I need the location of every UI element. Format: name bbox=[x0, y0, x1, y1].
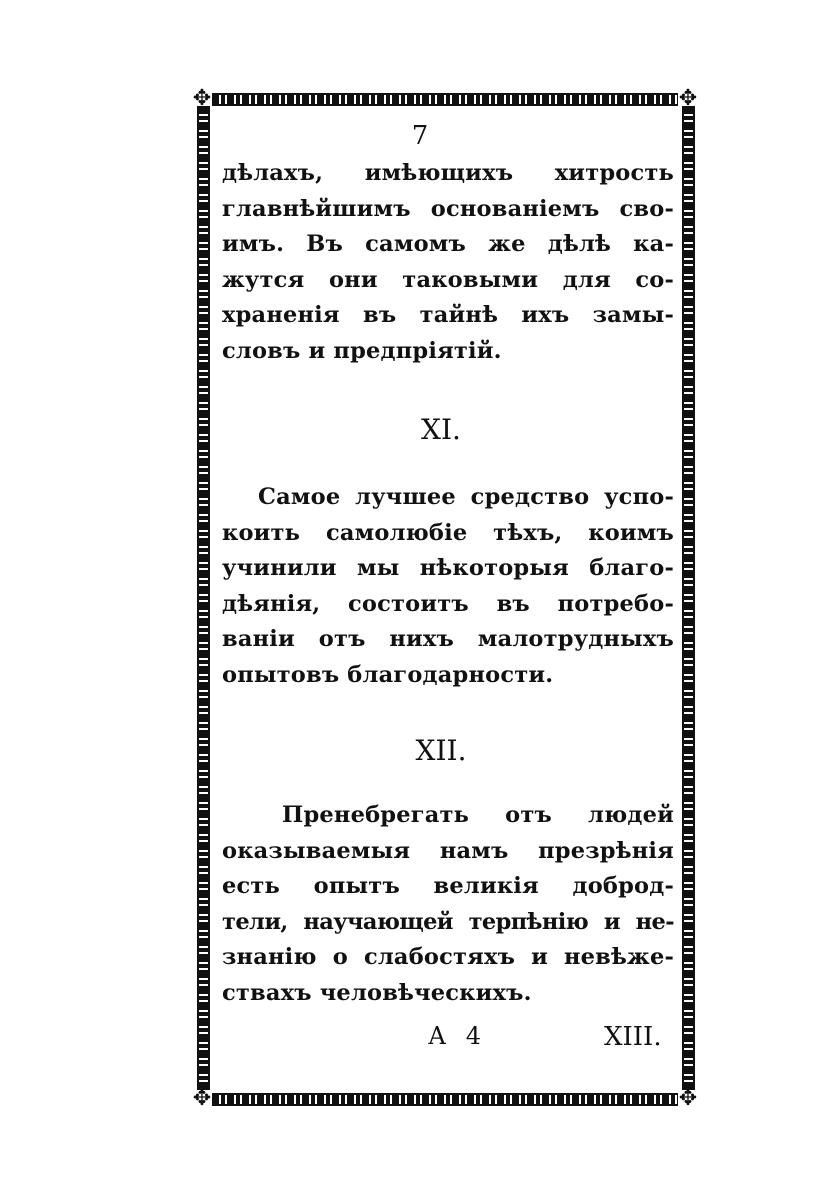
fleuron-bottom-right-icon: ✥ bbox=[678, 1086, 698, 1111]
text-line: словъ и предпріятій. bbox=[222, 337, 502, 364]
section-heading-xi: XI. bbox=[421, 413, 461, 446]
text-line: дѣлахъ, имѣющихъ хитрость bbox=[222, 160, 674, 186]
text-line: Самое лучшее средство успо- bbox=[258, 484, 674, 510]
fleuron-top-left-icon: ✥ bbox=[192, 86, 212, 111]
frame-top-border bbox=[212, 93, 678, 106]
paragraph-maxim-xi bbox=[222, 480, 674, 693]
frame-right-border bbox=[682, 106, 695, 1090]
text-line: учинили мы нѣкоторыя благо- bbox=[222, 555, 674, 581]
text-line: есть опытъ великія доброд- bbox=[222, 873, 674, 899]
page-number: 7 bbox=[411, 121, 429, 151]
text-line: главнѣйшимъ основаніемъ сво- bbox=[222, 195, 674, 222]
text-line: дѣянія, состоитъ въ потребо- bbox=[222, 590, 674, 617]
paragraph-continuation bbox=[222, 156, 674, 369]
text-line: опытовъ благодарности. bbox=[222, 661, 554, 688]
signature-mark: А 4 bbox=[428, 1022, 488, 1050]
frame-bottom-border bbox=[212, 1093, 678, 1106]
text-line: храненія въ тайнѣ ихъ замы- bbox=[222, 302, 674, 328]
text-line: ствахъ человѣческихъ. bbox=[222, 979, 532, 1006]
text-line: имъ. Въ самомъ же дѣлѣ ка- bbox=[222, 231, 674, 257]
text-line: оказываемыя намъ презрѣнія bbox=[222, 837, 674, 864]
text-line: коить самолюбіе тѣхъ, коимъ bbox=[222, 519, 674, 546]
text-line: жутся они таковыми для со- bbox=[222, 266, 674, 293]
frame-left-border bbox=[197, 106, 210, 1090]
text-line: знанію о слабостяхъ и невѣже- bbox=[222, 944, 674, 970]
text-line: Пренебрегать отъ людей bbox=[282, 802, 674, 828]
catchword: XIII. bbox=[604, 1022, 662, 1052]
fleuron-bottom-left-icon: ✥ bbox=[192, 1086, 212, 1111]
fleuron-top-right-icon: ✥ bbox=[678, 86, 698, 111]
text-line: ваніи отъ нихъ малотрудныхъ bbox=[222, 626, 674, 652]
section-heading-xii: XII. bbox=[415, 734, 467, 767]
text-line: тели, научающей терпѣнію и не- bbox=[222, 908, 674, 935]
paragraph-maxim-xii bbox=[222, 798, 674, 1011]
